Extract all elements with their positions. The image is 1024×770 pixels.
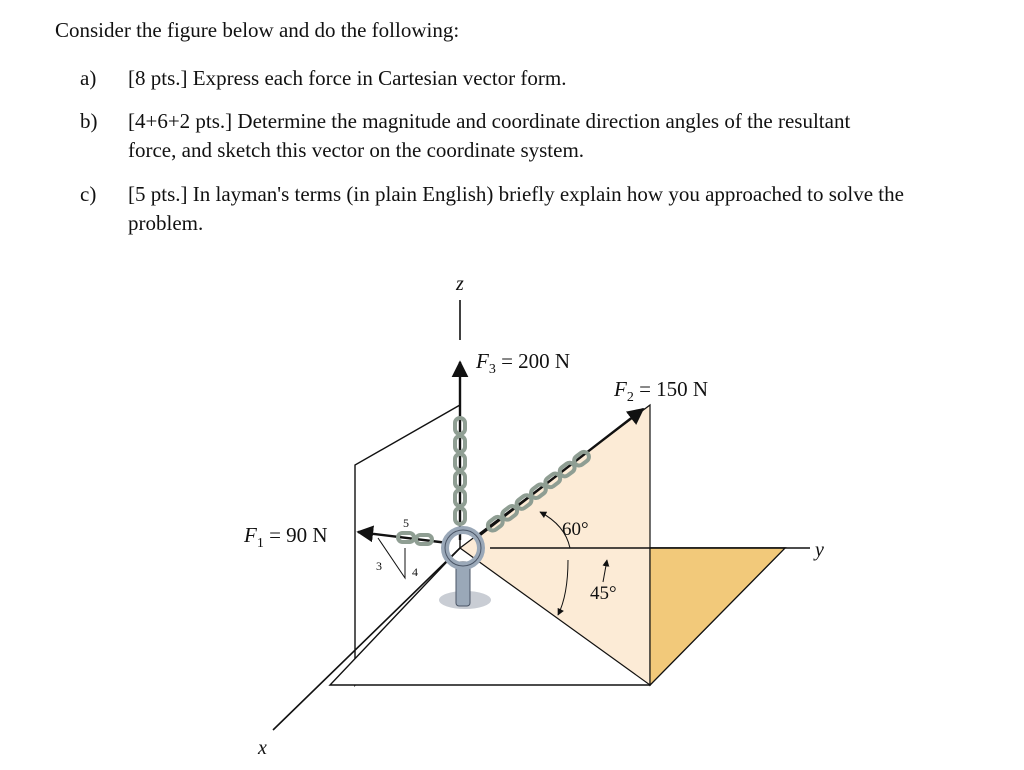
z-axis-label: z — [456, 273, 464, 295]
f1-label: $F_1 = 90$ N — [244, 523, 328, 551]
item-label: c) — [80, 182, 97, 206]
angle-60-label: 60° — [562, 519, 589, 540]
item-text-line2: force, and sketch this vector on the coordinate system. — [128, 138, 585, 162]
x-axis-label: x — [258, 737, 267, 759]
angle-45-label: 45° — [590, 583, 617, 604]
f3-chain — [455, 418, 465, 524]
item-text: [4+6+2 pts.] Determine the magnitude and coordinate direction angles of the resultant — [128, 109, 851, 133]
item-text-line2: problem. — [128, 211, 204, 235]
y-axis-label: y — [815, 539, 824, 561]
item-text: [8 pts.] Express each force in Cartesian vector form. — [128, 66, 567, 90]
question-intro: Consider the figure below and do the following: — [55, 18, 460, 42]
slope-label-3: 3 — [376, 559, 382, 573]
item-label: a) — [80, 66, 97, 90]
slope-label-4: 4 — [412, 565, 418, 579]
f2-label: $F_2 = 150$ N — [614, 377, 709, 405]
item-text: [5 pts.] In layman's terms (in plain English) briefly explain how you approached to solve the — [128, 182, 904, 206]
force-diagram — [0, 250, 1024, 770]
item-label: b) — [80, 109, 98, 133]
f3-label: $F_3 = 200$ N — [476, 349, 571, 377]
slope-label-5: 5 — [403, 516, 409, 530]
xy-triangle-shaded — [650, 548, 785, 685]
